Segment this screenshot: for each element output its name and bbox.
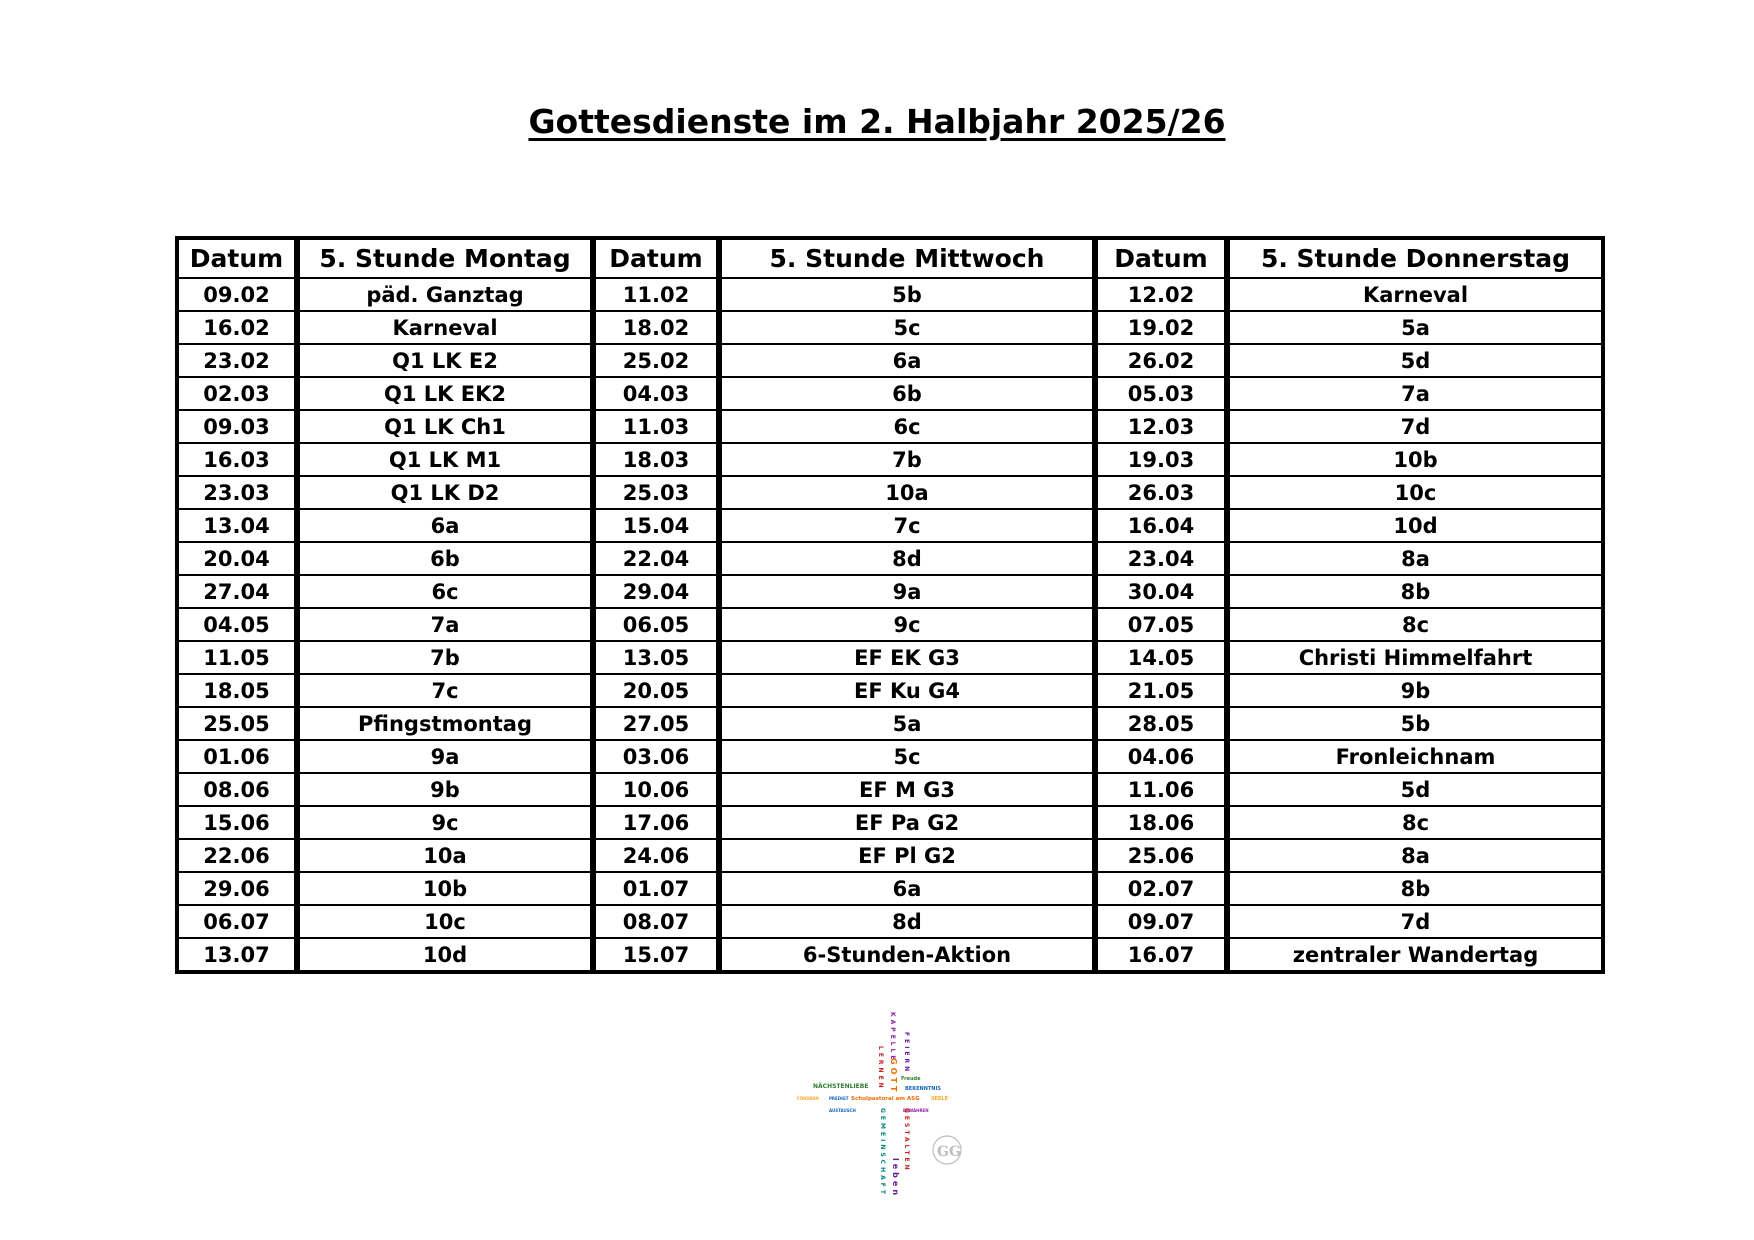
date-wednesday-cell: 11.02 bbox=[593, 278, 719, 311]
logo-word-gemeinschaft: GEMEINSCHAFT bbox=[879, 1108, 886, 1197]
table-row bbox=[177, 938, 1603, 972]
logo-word-bewahren: BEWAHREN bbox=[903, 1108, 929, 1113]
date-thursday-cell: 30.04 bbox=[1095, 575, 1227, 608]
column-header-date-thursday: Datum bbox=[1095, 238, 1227, 278]
date-thursday-cell: 26.02 bbox=[1095, 344, 1227, 377]
monday-class-cell: 6a bbox=[297, 509, 593, 542]
date-monday-cell: 06.07 bbox=[177, 905, 297, 938]
thursday-class-cell: 5d bbox=[1227, 773, 1603, 806]
date-wednesday-cell: 27.05 bbox=[593, 707, 719, 740]
table-row bbox=[177, 278, 1603, 311]
date-monday-cell: 11.05 bbox=[177, 641, 297, 674]
table-header-row bbox=[177, 238, 1603, 278]
date-wednesday-cell: 06.05 bbox=[593, 608, 719, 641]
date-wednesday-cell: 03.06 bbox=[593, 740, 719, 773]
date-wednesday-cell: 29.04 bbox=[593, 575, 719, 608]
monday-class-cell: 10b bbox=[297, 872, 593, 905]
date-wednesday-cell: 10.06 bbox=[593, 773, 719, 806]
table-row bbox=[177, 641, 1603, 674]
logo-word-freude: Freude bbox=[901, 1076, 921, 1082]
date-wednesday-cell: 25.03 bbox=[593, 476, 719, 509]
thursday-class-cell: 5d bbox=[1227, 344, 1603, 377]
wednesday-class-cell: EF M G3 bbox=[719, 773, 1095, 806]
logo-monogram: GG bbox=[937, 1144, 961, 1160]
school-pastoral-logo-icon bbox=[795, 1010, 1005, 1220]
date-monday-cell: 22.06 bbox=[177, 839, 297, 872]
date-wednesday-cell: 01.07 bbox=[593, 872, 719, 905]
monday-class-cell: Pfingstmontag bbox=[297, 707, 593, 740]
logo-word-leben: leben bbox=[891, 1158, 900, 1199]
thursday-class-cell: 8b bbox=[1227, 575, 1603, 608]
date-monday-cell: 29.06 bbox=[177, 872, 297, 905]
table-row bbox=[177, 608, 1603, 641]
date-wednesday-cell: 08.07 bbox=[593, 905, 719, 938]
monday-class-cell: 9c bbox=[297, 806, 593, 839]
monday-class-cell: Karneval bbox=[297, 311, 593, 344]
wednesday-class-cell: 7c bbox=[719, 509, 1095, 542]
date-thursday-cell: 18.06 bbox=[1095, 806, 1227, 839]
thursday-class-cell: 9b bbox=[1227, 674, 1603, 707]
table-row bbox=[177, 806, 1603, 839]
thursday-class-cell: zentraler Wandertag bbox=[1227, 938, 1603, 972]
date-monday-cell: 23.03 bbox=[177, 476, 297, 509]
thursday-class-cell: Karneval bbox=[1227, 278, 1603, 311]
date-monday-cell: 18.05 bbox=[177, 674, 297, 707]
date-monday-cell: 27.04 bbox=[177, 575, 297, 608]
table-row bbox=[177, 344, 1603, 377]
wednesday-class-cell: 5b bbox=[719, 278, 1095, 311]
monday-class-cell: 7c bbox=[297, 674, 593, 707]
date-wednesday-cell: 22.04 bbox=[593, 542, 719, 575]
thursday-class-cell: 8a bbox=[1227, 542, 1603, 575]
monday-class-cell: Q1 LK Ch1 bbox=[297, 410, 593, 443]
column-header-thursday: 5. Stunde Donnerstag bbox=[1227, 238, 1603, 278]
service-schedule-table bbox=[175, 236, 1605, 974]
logo-word-kapelle: KAPELLE bbox=[889, 1012, 896, 1063]
thursday-class-cell: 8b bbox=[1227, 872, 1603, 905]
table-row bbox=[177, 707, 1603, 740]
thursday-class-cell: 7d bbox=[1227, 410, 1603, 443]
date-monday-cell: 08.06 bbox=[177, 773, 297, 806]
thursday-class-cell: Fronleichnam bbox=[1227, 740, 1603, 773]
date-wednesday-cell: 20.05 bbox=[593, 674, 719, 707]
date-monday-cell: 02.03 bbox=[177, 377, 297, 410]
monday-class-cell: 7b bbox=[297, 641, 593, 674]
date-thursday-cell: 02.07 bbox=[1095, 872, 1227, 905]
logo-word-schulpastoral: Schulpastoral am ASG bbox=[851, 1096, 920, 1102]
date-wednesday-cell: 17.06 bbox=[593, 806, 719, 839]
table-row bbox=[177, 542, 1603, 575]
date-monday-cell: 25.05 bbox=[177, 707, 297, 740]
document-title: Gottesdienste im 2. Halbjahr 2025/26 bbox=[528, 102, 1226, 141]
monday-class-cell: 6c bbox=[297, 575, 593, 608]
date-thursday-cell: 26.03 bbox=[1095, 476, 1227, 509]
logo-word-austausch: AUSTAUSCH bbox=[829, 1108, 856, 1113]
monday-class-cell: Q1 LK D2 bbox=[297, 476, 593, 509]
date-thursday-cell: 09.07 bbox=[1095, 905, 1227, 938]
wednesday-class-cell: 6a bbox=[719, 872, 1095, 905]
date-thursday-cell: 28.05 bbox=[1095, 707, 1227, 740]
date-monday-cell: 20.04 bbox=[177, 542, 297, 575]
thursday-class-cell: 8c bbox=[1227, 806, 1603, 839]
thursday-class-cell: Christi Himmelfahrt bbox=[1227, 641, 1603, 674]
logo-word-gott: GOTT bbox=[889, 1058, 898, 1095]
date-monday-cell: 04.05 bbox=[177, 608, 297, 641]
monday-class-cell: 7a bbox=[297, 608, 593, 641]
date-wednesday-cell: 24.06 bbox=[593, 839, 719, 872]
column-header-date-monday: Datum bbox=[177, 238, 297, 278]
date-thursday-cell: 19.02 bbox=[1095, 311, 1227, 344]
date-monday-cell: 16.02 bbox=[177, 311, 297, 344]
monday-class-cell: 6b bbox=[297, 542, 593, 575]
date-thursday-cell: 19.03 bbox=[1095, 443, 1227, 476]
wednesday-class-cell: 10a bbox=[719, 476, 1095, 509]
date-wednesday-cell: 18.03 bbox=[593, 443, 719, 476]
logo-word-foerdern: FÖRDERN bbox=[797, 1096, 819, 1101]
date-thursday-cell: 12.03 bbox=[1095, 410, 1227, 443]
wednesday-class-cell: 6-Stunden-Aktion bbox=[719, 938, 1095, 972]
table-row bbox=[177, 509, 1603, 542]
monday-class-cell: Q1 LK EK2 bbox=[297, 377, 593, 410]
table-row bbox=[177, 476, 1603, 509]
date-thursday-cell: 25.06 bbox=[1095, 839, 1227, 872]
date-thursday-cell: 16.07 bbox=[1095, 938, 1227, 972]
thursday-class-cell: 8c bbox=[1227, 608, 1603, 641]
wednesday-class-cell: EF Pl G2 bbox=[719, 839, 1095, 872]
wednesday-class-cell: 9a bbox=[719, 575, 1095, 608]
table-row bbox=[177, 410, 1603, 443]
wednesday-class-cell: 8d bbox=[719, 905, 1095, 938]
thursday-class-cell: 5b bbox=[1227, 707, 1603, 740]
monday-class-cell: 10a bbox=[297, 839, 593, 872]
monday-class-cell: 9b bbox=[297, 773, 593, 806]
thursday-class-cell: 8a bbox=[1227, 839, 1603, 872]
table-row bbox=[177, 377, 1603, 410]
thursday-class-cell: 7d bbox=[1227, 905, 1603, 938]
wednesday-class-cell: 5a bbox=[719, 707, 1095, 740]
monday-class-cell: 10d bbox=[297, 938, 593, 972]
date-wednesday-cell: 11.03 bbox=[593, 410, 719, 443]
column-header-date-wednesday: Datum bbox=[593, 238, 719, 278]
wednesday-class-cell: EF Pa G2 bbox=[719, 806, 1095, 839]
table-row bbox=[177, 740, 1603, 773]
monday-class-cell: Q1 LK M1 bbox=[297, 443, 593, 476]
date-wednesday-cell: 15.04 bbox=[593, 509, 719, 542]
wednesday-class-cell: 6b bbox=[719, 377, 1095, 410]
thursday-class-cell: 10d bbox=[1227, 509, 1603, 542]
date-monday-cell: 09.02 bbox=[177, 278, 297, 311]
wednesday-class-cell: 9c bbox=[719, 608, 1095, 641]
thursday-class-cell: 10c bbox=[1227, 476, 1603, 509]
logo-word-gestalten: GESTALTEN bbox=[903, 1108, 910, 1173]
wednesday-class-cell: EF Ku G4 bbox=[719, 674, 1095, 707]
thursday-class-cell: 10b bbox=[1227, 443, 1603, 476]
date-thursday-cell: 04.06 bbox=[1095, 740, 1227, 773]
wednesday-class-cell: 5c bbox=[719, 311, 1095, 344]
monday-class-cell: päd. Ganztag bbox=[297, 278, 593, 311]
thursday-class-cell: 5a bbox=[1227, 311, 1603, 344]
table-body bbox=[177, 278, 1603, 972]
date-monday-cell: 15.06 bbox=[177, 806, 297, 839]
wednesday-class-cell: 7b bbox=[719, 443, 1095, 476]
date-monday-cell: 09.03 bbox=[177, 410, 297, 443]
date-thursday-cell: 07.05 bbox=[1095, 608, 1227, 641]
logo-word-lernen: LERNEN bbox=[877, 1046, 884, 1091]
date-wednesday-cell: 15.07 bbox=[593, 938, 719, 972]
date-thursday-cell: 14.05 bbox=[1095, 641, 1227, 674]
date-thursday-cell: 16.04 bbox=[1095, 509, 1227, 542]
date-thursday-cell: 11.06 bbox=[1095, 773, 1227, 806]
date-wednesday-cell: 18.02 bbox=[593, 311, 719, 344]
date-wednesday-cell: 13.05 bbox=[593, 641, 719, 674]
logo-word-naechstenliebe: NÄCHSTENLIEBE bbox=[813, 1083, 869, 1090]
wednesday-class-cell: 8d bbox=[719, 542, 1095, 575]
thursday-class-cell: 7a bbox=[1227, 377, 1603, 410]
table-row bbox=[177, 443, 1603, 476]
table-row bbox=[177, 872, 1603, 905]
wednesday-class-cell: 6c bbox=[719, 410, 1095, 443]
logo-word-feiern: FEIERN bbox=[903, 1032, 910, 1075]
column-header-monday: 5. Stunde Montag bbox=[297, 238, 593, 278]
date-monday-cell: 16.03 bbox=[177, 443, 297, 476]
column-header-wednesday: 5. Stunde Mittwoch bbox=[719, 238, 1095, 278]
monday-class-cell: 9a bbox=[297, 740, 593, 773]
table-row bbox=[177, 674, 1603, 707]
date-monday-cell: 01.06 bbox=[177, 740, 297, 773]
date-thursday-cell: 21.05 bbox=[1095, 674, 1227, 707]
date-wednesday-cell: 25.02 bbox=[593, 344, 719, 377]
wednesday-class-cell: 6a bbox=[719, 344, 1095, 377]
table-row bbox=[177, 905, 1603, 938]
wednesday-class-cell: EF EK G3 bbox=[719, 641, 1095, 674]
date-monday-cell: 13.04 bbox=[177, 509, 297, 542]
date-monday-cell: 23.02 bbox=[177, 344, 297, 377]
table-row bbox=[177, 839, 1603, 872]
table-row bbox=[177, 311, 1603, 344]
monday-class-cell: 10c bbox=[297, 905, 593, 938]
date-wednesday-cell: 04.03 bbox=[593, 377, 719, 410]
logo-word-bekenntnis: BEKENNTNIS bbox=[905, 1086, 941, 1092]
logo-word-seele: SEELE bbox=[931, 1096, 949, 1102]
date-thursday-cell: 23.04 bbox=[1095, 542, 1227, 575]
wednesday-class-cell: 5c bbox=[719, 740, 1095, 773]
monday-class-cell: Q1 LK E2 bbox=[297, 344, 593, 377]
table-row bbox=[177, 773, 1603, 806]
date-thursday-cell: 05.03 bbox=[1095, 377, 1227, 410]
date-thursday-cell: 12.02 bbox=[1095, 278, 1227, 311]
logo-word-predigt: PREDIGT bbox=[829, 1096, 849, 1101]
date-monday-cell: 13.07 bbox=[177, 938, 297, 972]
table-row bbox=[177, 575, 1603, 608]
